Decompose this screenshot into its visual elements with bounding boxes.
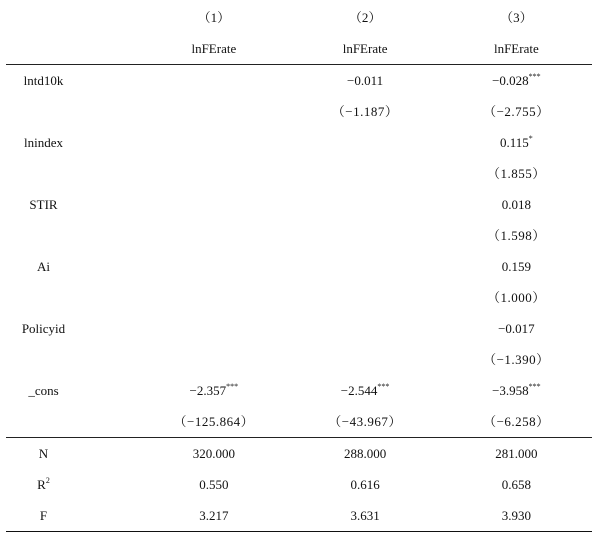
col-number-3: （3） bbox=[500, 10, 533, 25]
coef-cons-2: −2.544 bbox=[340, 383, 378, 398]
tstat-stir-3: （1.598） bbox=[486, 228, 546, 243]
row-label-policyid: Policyid bbox=[21, 321, 66, 336]
tstat-cons-1: （−125.864） bbox=[138, 406, 289, 438]
stat-label-n: N bbox=[38, 446, 49, 461]
stat-n-2: 288.000 bbox=[343, 446, 387, 461]
dep-var-1: lnFErate bbox=[138, 33, 289, 65]
stars-lntd10k-3: *** bbox=[528, 71, 541, 81]
header-row-col-numbers bbox=[6, 2, 592, 33]
tstat-lnindex-2 bbox=[289, 158, 440, 189]
tstat-lntd10k-2: （−1.187） bbox=[331, 104, 399, 119]
stat-label-r2 bbox=[6, 469, 81, 500]
tstat-row-lntd10k bbox=[6, 96, 592, 127]
coef-lnindex-3: 0.115 bbox=[499, 135, 529, 150]
tstat-ai-3: （1.000） bbox=[486, 290, 546, 305]
coef-row-cons bbox=[6, 375, 592, 406]
tstat-policyid-3: （−1.390） bbox=[483, 352, 550, 367]
tstat-stir-1 bbox=[138, 220, 289, 251]
tstat-cons-2: （−43.967） bbox=[289, 406, 440, 438]
coef-row-stir bbox=[6, 189, 592, 220]
coef-row-lnindex bbox=[6, 127, 592, 158]
stat-f-2: 3.631 bbox=[289, 500, 440, 532]
row-label-lntd10k: lntd10k bbox=[23, 73, 64, 88]
tstat-row-ai bbox=[6, 282, 592, 313]
row-label-lnindex: lnindex bbox=[24, 135, 63, 150]
tstat-ai-2 bbox=[289, 282, 440, 313]
stars-lnindex-3: * bbox=[528, 133, 533, 143]
stat-f-1: 3.217 bbox=[138, 500, 289, 532]
stat-label-r2-base: R bbox=[37, 477, 46, 492]
stat-row-f bbox=[6, 500, 592, 532]
row-label-cons: _cons bbox=[28, 383, 59, 398]
stat-f-3: 3.930 bbox=[441, 500, 592, 532]
stat-r2-2: 0.616 bbox=[350, 477, 380, 492]
stat-label-r2-sup: 2 bbox=[45, 475, 50, 485]
dep-var-3: lnFErate bbox=[441, 33, 592, 65]
stat-r2-1: 0.550 bbox=[199, 477, 229, 492]
tstat-lnindex-1 bbox=[138, 158, 289, 189]
stat-n-3: 281.000 bbox=[495, 446, 538, 461]
tstat-cons-3: （−6.258） bbox=[441, 406, 592, 438]
tstat-ai-1 bbox=[138, 282, 289, 313]
coef-row-ai bbox=[6, 251, 592, 282]
tstat-row-cons bbox=[6, 406, 592, 438]
tstat-row-stir bbox=[6, 220, 592, 251]
stat-r2-3: 0.658 bbox=[501, 477, 531, 492]
stars-cons-1: *** bbox=[226, 381, 239, 391]
stars-cons-2: *** bbox=[377, 381, 390, 391]
stat-n-1: 320.000 bbox=[192, 446, 235, 461]
row-label-stir: STIR bbox=[29, 197, 58, 212]
row-label-ai: Ai bbox=[37, 259, 50, 274]
col-number-2: （2） bbox=[348, 10, 382, 25]
tstat-policyid-1 bbox=[138, 344, 289, 375]
stat-label-f: F bbox=[39, 508, 48, 523]
coef-row-lntd10k bbox=[6, 65, 592, 97]
coef-cons-3: −3.958 bbox=[492, 383, 529, 398]
coef-lntd10k-3: −0.028 bbox=[492, 73, 529, 88]
coef-ai-3: 0.159 bbox=[501, 259, 531, 274]
coef-stir-3: 0.018 bbox=[501, 197, 531, 212]
col-number-1: （1） bbox=[197, 10, 231, 25]
stars-cons-3: *** bbox=[528, 381, 541, 391]
coef-cons-1: −2.357 bbox=[189, 383, 227, 398]
tstat-lnindex-3: （1.855） bbox=[486, 166, 546, 181]
stat-row-r2 bbox=[6, 469, 592, 500]
tstat-lntd10k-1 bbox=[138, 96, 289, 127]
coef-row-policyid bbox=[6, 313, 592, 344]
tstat-lntd10k-3: （−2.755） bbox=[483, 104, 550, 119]
tstat-stir-2 bbox=[289, 220, 440, 251]
dep-var-2: lnFErate bbox=[289, 33, 440, 65]
coef-policyid-3: −0.017 bbox=[498, 321, 535, 336]
regression-table bbox=[6, 2, 592, 532]
tstat-row-lnindex bbox=[6, 158, 592, 189]
stat-row-n bbox=[6, 438, 592, 470]
tstat-row-policyid bbox=[6, 344, 592, 375]
coef-lntd10k-2: −0.011 bbox=[347, 73, 384, 88]
header-row-dep-vars bbox=[6, 33, 592, 65]
tstat-policyid-2 bbox=[289, 344, 440, 375]
